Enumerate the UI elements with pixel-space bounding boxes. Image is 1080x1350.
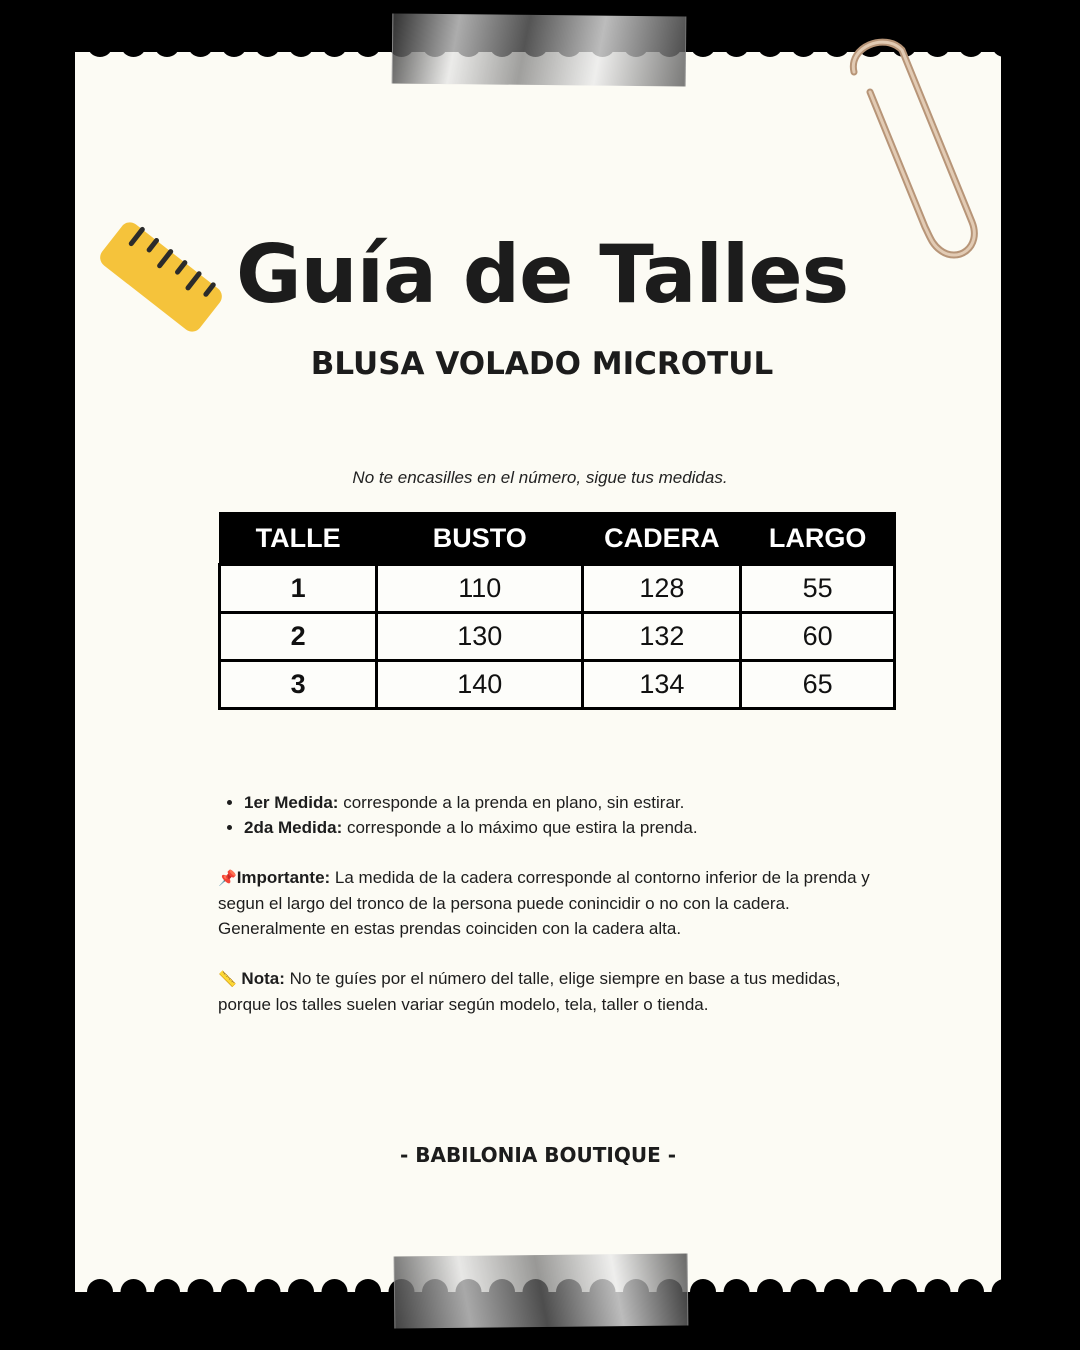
scallop-dot xyxy=(288,1279,314,1298)
header-cadera: CADERA xyxy=(583,513,741,565)
table-row xyxy=(220,565,895,613)
note-label: Nota: xyxy=(241,969,285,988)
cell-largo: 55 xyxy=(741,565,895,613)
scallop-dot xyxy=(255,1279,281,1298)
scallop-dot xyxy=(87,38,113,57)
ruler-icon xyxy=(96,212,226,342)
list-item xyxy=(244,790,888,815)
scallop-dot xyxy=(992,38,1002,57)
cell-largo: 60 xyxy=(741,613,895,661)
header-busto: BUSTO xyxy=(377,513,583,565)
table-row xyxy=(220,613,895,661)
scallop-dot xyxy=(121,1279,147,1298)
scallop-dot xyxy=(221,1279,247,1298)
cell-largo: 65 xyxy=(741,661,895,709)
scallop-dot xyxy=(87,1279,113,1298)
scallop-dot xyxy=(724,38,750,57)
cell-busto: 110 xyxy=(377,565,583,613)
scallop-dot xyxy=(824,1279,850,1298)
scallop-dot xyxy=(322,38,348,57)
bullet-text: corresponde a lo máximo que estira la prenda. xyxy=(342,818,698,837)
header-talle: TALLE xyxy=(220,513,377,565)
header-largo: LARGO xyxy=(741,513,895,565)
ruler-small-icon: 📏 xyxy=(218,971,237,988)
scallop-dot xyxy=(891,1279,917,1298)
cell-cadera: 134 xyxy=(583,661,741,709)
table-row xyxy=(220,661,895,709)
scallop-dot xyxy=(925,1279,951,1298)
cell-talle: 3 xyxy=(220,661,377,709)
notes-section xyxy=(218,790,888,1017)
note-paragraph xyxy=(218,966,888,1017)
scallop-dot xyxy=(154,38,180,57)
scallop-dot xyxy=(121,38,147,57)
scallop-dot xyxy=(757,38,783,57)
scallop-dot xyxy=(690,38,716,57)
scallop-dot xyxy=(992,1279,1002,1298)
tape-bottom xyxy=(394,1253,689,1328)
brand-footer: - BABILONIA BOUTIQUE - xyxy=(399,1143,677,1167)
scallop-dot xyxy=(221,38,247,57)
scallop-dot xyxy=(958,1279,984,1298)
important-paragraph xyxy=(218,865,888,941)
important-label: Importante: xyxy=(236,868,331,887)
scallop-dot xyxy=(188,1279,214,1298)
scallop-dot xyxy=(791,1279,817,1298)
list-item xyxy=(244,815,888,840)
bullet-label: 1er Medida: xyxy=(244,793,339,812)
cell-busto: 140 xyxy=(377,661,583,709)
scallop-dot xyxy=(154,1279,180,1298)
scallop-dot xyxy=(690,1279,716,1298)
scallop-dot xyxy=(288,38,314,57)
scallop-dot xyxy=(791,38,817,57)
measure-list xyxy=(218,790,888,840)
cell-busto: 130 xyxy=(377,613,583,661)
scallop-dot xyxy=(355,1279,381,1298)
scallop-dot xyxy=(724,1279,750,1298)
product-name: BLUSA VOLADO MICROTUL xyxy=(310,346,774,382)
cell-talle: 1 xyxy=(220,565,377,613)
bullet-label: 2da Medida: xyxy=(244,818,343,837)
note-text: No te guíes por el número del talle, elige siempre en base a tus medidas, porque los talles suelen variar según modelo, tela, taller o tienda. xyxy=(218,969,841,1014)
pushpin-icon: 📌 xyxy=(218,870,237,887)
cell-cadera: 128 xyxy=(583,565,741,613)
bullet-text: corresponde a la prenda en plano, sin estirar. xyxy=(338,793,685,812)
table-header-row xyxy=(220,513,895,565)
size-table xyxy=(218,512,896,710)
page-title: Guía de Talles xyxy=(236,228,849,321)
scallop-dot xyxy=(322,1279,348,1298)
cell-talle: 2 xyxy=(220,613,377,661)
scallop-dot xyxy=(188,38,214,57)
cell-cadera: 132 xyxy=(583,613,741,661)
tape-top xyxy=(392,13,687,86)
scallop-dot xyxy=(757,1279,783,1298)
scallop-dot xyxy=(858,1279,884,1298)
scallop-dot xyxy=(255,38,281,57)
tagline: No te encasilles en el número, sigue tus medidas. xyxy=(352,468,728,487)
important-text: La medida de la cadera corresponde al contorno inferior de la prenda y segun el largo del tronco de la persona puede conincidir o no con la cadera. Generalmente en estas prendas coinciden con la cadera alta. xyxy=(218,868,870,938)
scallop-dot xyxy=(355,38,381,57)
